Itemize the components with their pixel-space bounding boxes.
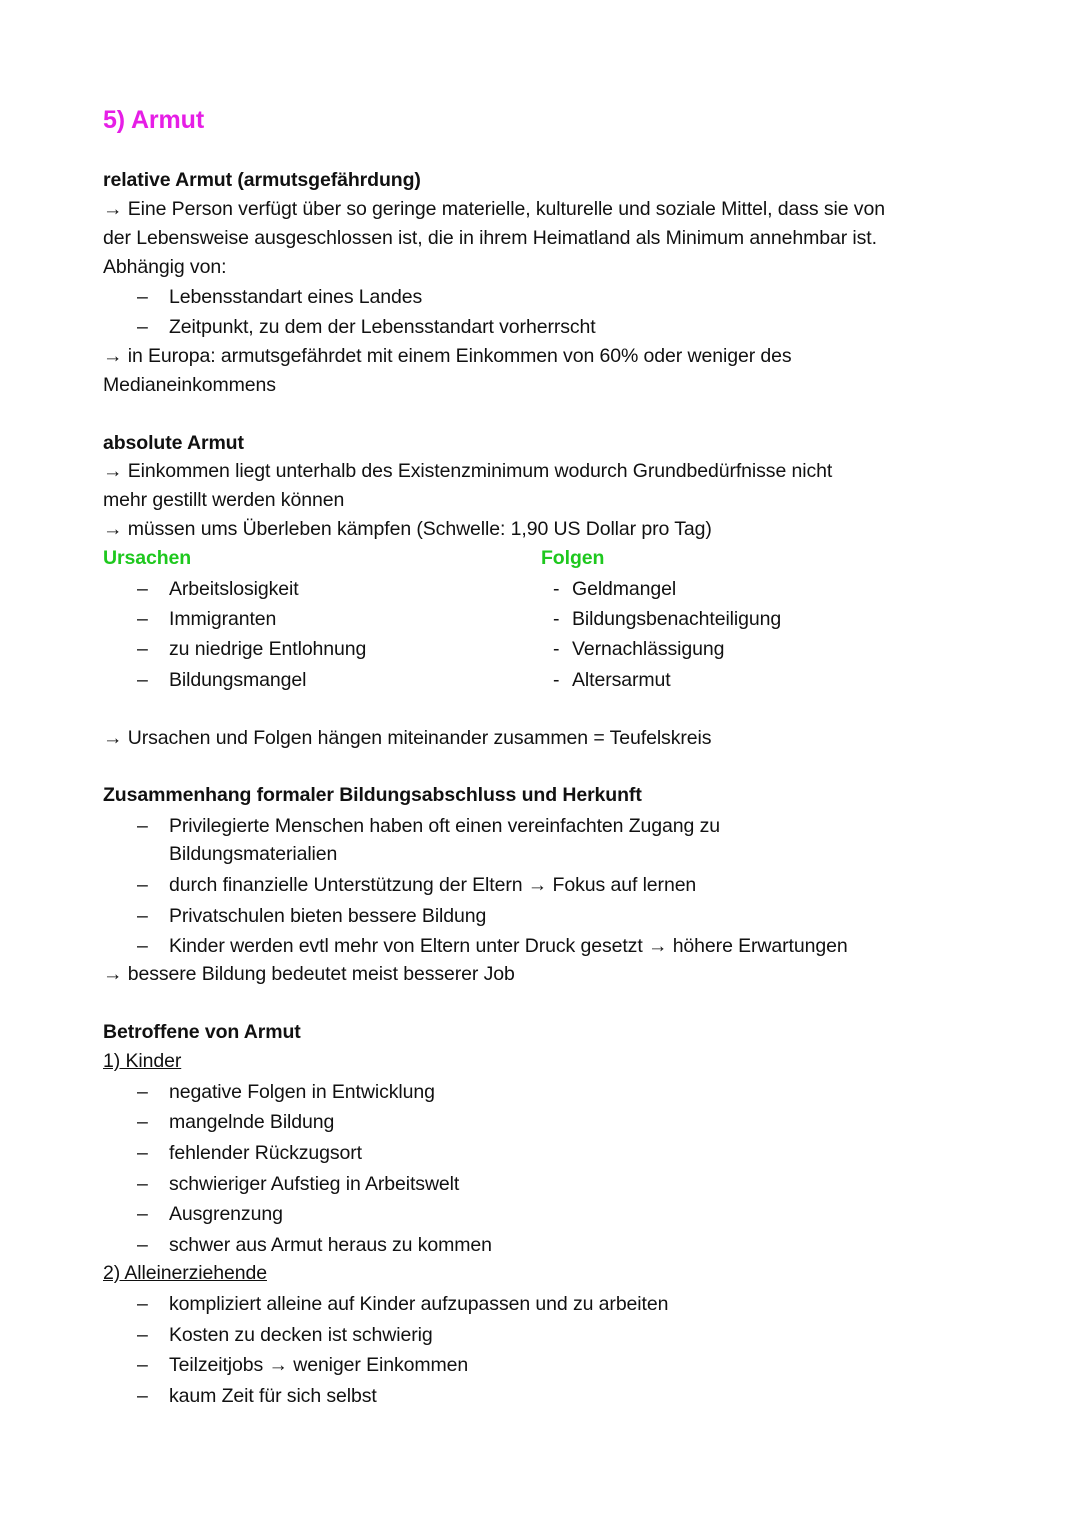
causes-heading: Ursachen: [103, 547, 192, 569]
bullet-dash: –: [137, 1354, 148, 1376]
text-line: → Eine Person verfügt über so geringe materielle, kulturelle und soziale Mittel, dass sie von: [103, 198, 885, 220]
list-item: fehlender Rückzugsort: [169, 1142, 363, 1164]
section-heading-absolute: absolute Armut: [103, 432, 244, 454]
bullet-dash: –: [137, 935, 148, 957]
bullet-dash: –: [137, 1324, 148, 1346]
section-heading-relative: relative Armut (armutsgefährdung): [103, 169, 421, 191]
list-item: Ausgrenzung: [169, 1203, 283, 1225]
cause-item: Arbeitslosigkeit: [169, 578, 299, 600]
bullet-dash: -: [553, 608, 560, 630]
bullet-dash: –: [137, 638, 148, 660]
list-item: kompliziert alleine auf Kinder aufzupassen und zu arbeiten: [169, 1293, 669, 1315]
bullet-dash: -: [553, 578, 560, 600]
bullet-dash: –: [137, 1293, 148, 1315]
effect-item: Vernachlässigung: [572, 638, 725, 660]
list-item: Zeitpunkt, zu dem der Lebensstandart vorherrscht: [169, 316, 596, 338]
cause-item: Bildungsmangel: [169, 669, 307, 691]
section-heading-affected: Betroffene von Armut: [103, 1021, 301, 1043]
bullet-dash: –: [137, 286, 148, 308]
subheading-single-parents: 2) Alleinerziehende: [103, 1262, 267, 1284]
list-item: durch finanzielle Unterstützung der Eltern → Fokus auf lernen: [169, 874, 697, 896]
effect-item: Geldmangel: [572, 578, 677, 600]
bullet-dash: -: [553, 669, 560, 691]
text-line: → bessere Bildung bedeutet meist besserer Job: [103, 963, 515, 985]
text-line: Medianeinkommens: [103, 374, 276, 396]
list-item: mangelnde Bildung: [169, 1111, 335, 1133]
bullet-dash: –: [137, 815, 148, 837]
bullet-dash: –: [137, 316, 148, 338]
bullet-dash: –: [137, 1385, 148, 1407]
bullet-dash: –: [137, 608, 148, 630]
bullet-dash: -: [553, 638, 560, 660]
list-item: schwer aus Armut heraus zu kommen: [169, 1234, 492, 1256]
list-item: Privilegierte Menschen haben oft einen vereinfachten Zugang zu: [169, 815, 720, 837]
bullet-dash: –: [137, 1111, 148, 1133]
effects-heading: Folgen: [541, 547, 605, 569]
page-title: 5) Armut: [103, 106, 205, 134]
list-item: negative Folgen in Entwicklung: [169, 1081, 435, 1103]
text-line: Abhängig von:: [103, 256, 227, 278]
list-item: Teilzeitjobs → weniger Einkommen: [169, 1354, 469, 1376]
list-item: Lebensstandart eines Landes: [169, 286, 423, 308]
bullet-dash: –: [137, 905, 148, 927]
list-item-continued: Bildungsmaterialien: [169, 843, 338, 865]
list-item: Kosten zu decken ist schwierig: [169, 1324, 433, 1346]
bullet-dash: –: [137, 1081, 148, 1103]
text-line: der Lebensweise ausgeschlossen ist, die in ihrem Heimatland als Minimum annehmbar ist.: [103, 227, 877, 249]
effect-item: Bildungsbenachteiligung: [572, 608, 782, 630]
bullet-dash: –: [137, 1234, 148, 1256]
list-item: kaum Zeit für sich selbst: [169, 1385, 377, 1407]
bullet-dash: –: [137, 669, 148, 691]
section-heading-education: Zusammenhang formaler Bildungsabschluss und Herkunft: [103, 784, 642, 806]
bullet-dash: –: [137, 1142, 148, 1164]
text-line: → müssen ums Überleben kämpfen (Schwelle: 1,90 US Dollar pro Tag): [103, 518, 712, 540]
bullet-dash: –: [137, 1173, 148, 1195]
text-line: → Ursachen und Folgen hängen miteinander zusammen = Teufelskreis: [103, 727, 712, 749]
cause-item: Immigranten: [169, 608, 277, 630]
text-line: → in Europa: armutsgefährdet mit einem Einkommen von 60% oder weniger des: [103, 345, 792, 367]
bullet-dash: –: [137, 1203, 148, 1225]
subheading-children: 1) Kinder: [103, 1050, 182, 1072]
text-line: mehr gestillt werden können: [103, 489, 345, 511]
cause-item: zu niedrige Entlohnung: [169, 638, 367, 660]
list-item: schwieriger Aufstieg in Arbeitswelt: [169, 1173, 460, 1195]
bullet-dash: –: [137, 578, 148, 600]
text-line: → Einkommen liegt unterhalb des Existenzminimum wodurch Grundbedürfnisse nicht: [103, 460, 833, 482]
bullet-dash: –: [137, 874, 148, 896]
list-item: Kinder werden evtl mehr von Eltern unter Druck gesetzt → höhere Erwartungen: [169, 935, 848, 957]
effect-item: Altersarmut: [572, 669, 671, 691]
list-item: Privatschulen bieten bessere Bildung: [169, 905, 487, 927]
